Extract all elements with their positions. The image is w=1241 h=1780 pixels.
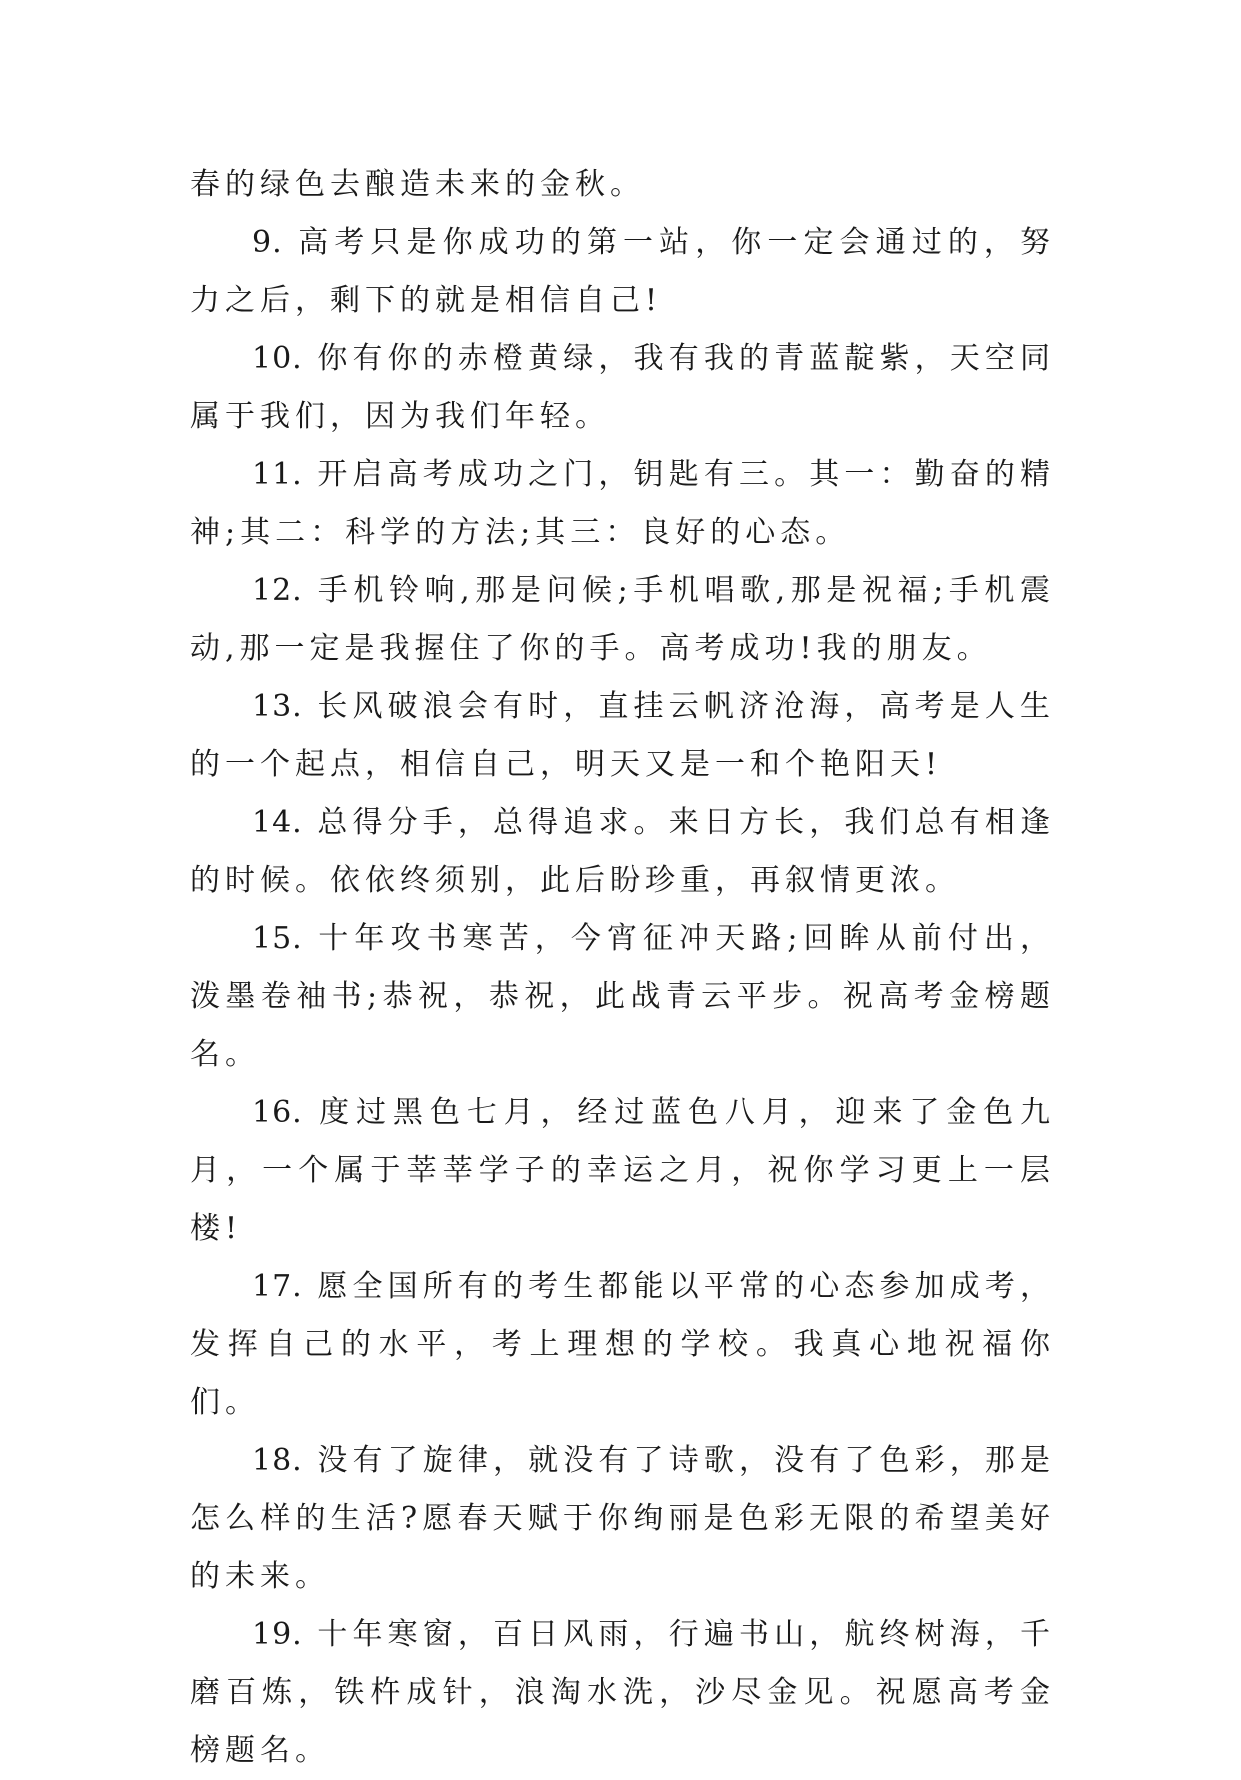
document-body — [190, 156, 1055, 1780]
item-number: 15. — [252, 921, 303, 956]
item-text: 度过黑色七月，经过蓝色八月，迎来了金色九月，一个属于莘莘学子的幸运之月，祝你学习更上一层楼! — [190, 1095, 1056, 1246]
list-item — [190, 794, 1055, 910]
item-text: 你有你的赤橙黄绿，我有我的青蓝靛紫，天空同属于我们，因为我们年轻。 — [190, 341, 1055, 434]
list-item — [190, 330, 1055, 446]
item-number: 16. — [252, 1095, 303, 1130]
continuation-paragraph: 春的绿色去酿造未来的金秋。 — [190, 167, 645, 202]
list-item — [190, 562, 1055, 678]
item-number: 17. — [252, 1269, 303, 1304]
item-number: 14. — [252, 805, 303, 840]
list-item — [190, 1258, 1055, 1432]
list-item — [190, 678, 1055, 794]
item-text: 开启高考成功之门，钥匙有三。其一：勤奋的精神;其二：科学的方法;其三：良好的心态。 — [190, 457, 1055, 550]
item-text: 十年攻书寒苦，今宵征冲天路;回眸从前付出，泼墨卷袖书;恭祝，恭祝，此战青云平步。祝高考金榜题名。 — [190, 921, 1055, 1072]
list-item — [190, 1432, 1055, 1606]
item-text: 十年寒窗，百日风雨，行遍书山，航终树海，千磨百炼，铁杵成针，浪淘水洗，沙尽金见。祝愿高考金榜题名。 — [190, 1617, 1055, 1768]
list-item — [190, 446, 1055, 562]
item-text: 没有了旋律，就没有了诗歌，没有了色彩，那是怎么样的生活?愿春天赋于你绚丽是色彩无限的希望美好的未来。 — [190, 1443, 1055, 1594]
list-item — [190, 910, 1055, 1084]
item-number: 19. — [252, 1617, 303, 1652]
list-item — [190, 1084, 1055, 1258]
item-text: 愿全国所有的考生都能以平常的心态参加成考，发挥自己的水平，考上理想的学校。我真心地祝福你们。 — [190, 1269, 1055, 1420]
list-item — [190, 214, 1055, 330]
item-number: 12. — [252, 573, 303, 608]
item-text: 高考只是你成功的第一站，你一定会通过的，努力之后，剩下的就是相信自己! — [190, 225, 1055, 318]
item-text: 长风破浪会有时，直挂云帆济沧海，高考是人生的一个起点，相信自己，明天又是一和个艳阳天! — [190, 689, 1055, 782]
item-text: 手机铃响,那是问候;手机唱歌,那是祝福;手机震动,那一定是我握住了你的手。高考成功!我的朋友。 — [190, 573, 1055, 666]
item-number: 18. — [252, 1443, 303, 1478]
item-number: 11. — [252, 457, 303, 492]
item-number: 10. — [252, 341, 303, 376]
item-number: 9. — [252, 225, 283, 260]
item-number: 13. — [252, 689, 303, 724]
item-text: 总得分手，总得追求。来日方长，我们总有相逢的时候。依依终须别，此后盼珍重，再叙情更浓。 — [190, 805, 1055, 898]
